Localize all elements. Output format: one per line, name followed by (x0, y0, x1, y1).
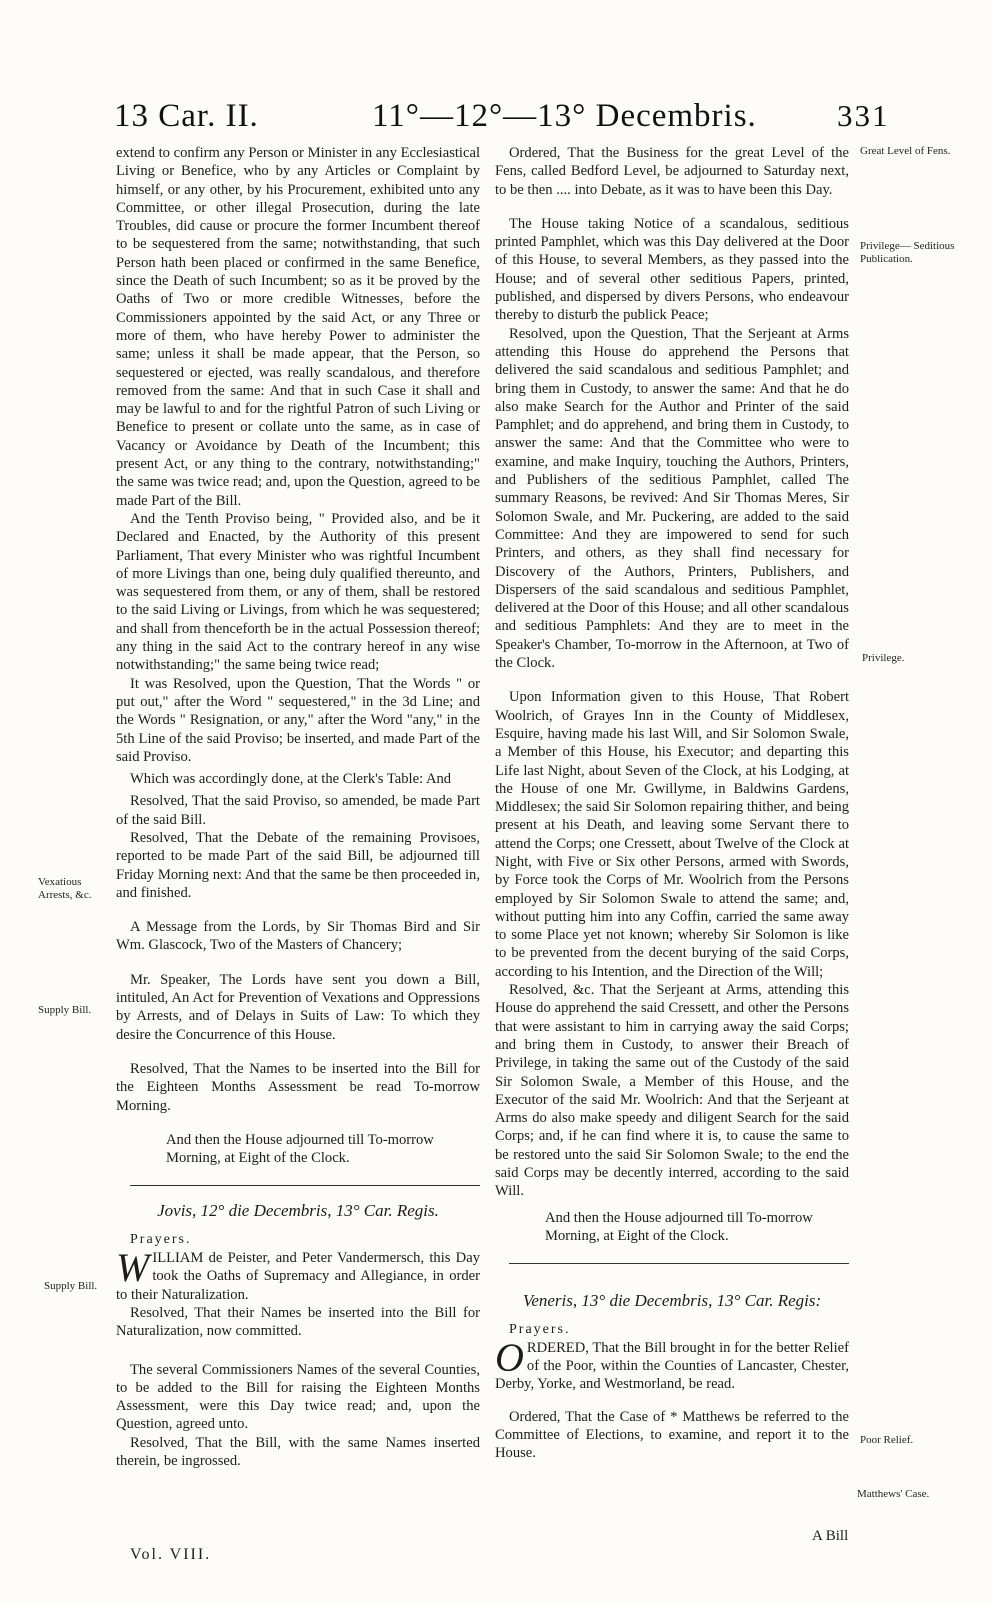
paragraph-text: ILLIAM de Peister, and Peter Vandermersch, this Day took the Oaths of Supremacy and Allegiance, in order to their Naturalization. (116, 1250, 480, 1303)
drop-cap: O (495, 1334, 524, 1380)
margin-note-matthews-case: Matthews' Case. (857, 1488, 930, 1500)
paragraph: Resolved, That their Names be inserted into the Bill for Naturalization, now committed. (116, 1304, 480, 1340)
margin-note-privilege-seditious: Privilege— Seditious Publication. (860, 240, 955, 265)
paragraph: Resolved, That the said Proviso, so amended, be made Part of the said Bill. (116, 793, 480, 828)
left-column (116, 144, 480, 1470)
section-rule (130, 1185, 480, 1186)
margin-note-poor-relief: Poor Relief. (860, 1434, 914, 1446)
paragraph (116, 1245, 480, 1304)
volume-signature: Vol. VIII. (130, 1546, 212, 1563)
paragraph: The House taking Notice of a scandalous, seditious printed Pamphlet, which was this Day delivered at the Door of this House, to several Members, as they passed into the House; and of several other seditious Papers, printed, published, and dispersed by divers Persons, who endeavour thereby to disturb the publick Peace; (495, 215, 849, 324)
paragraph: And the Tenth Proviso being, " Provided also, and be it Declared and Enacted, by the Authority of this present Parliament, That every Minister who was rightful Incumbent of more Livings than one, being duly qualified thereunto, and was sequestered from them, or any of them, shall be restored to the said Living or Livings, from which he was sequestered; and shall from thenceforth be in the actual Possession thereof; any thing in the said Act to the contrary hereof in any wise notwithstanding;" the same being twice read; (116, 510, 480, 674)
right-column (495, 144, 849, 1463)
section-rule (509, 1263, 849, 1264)
adjournment: And then the House adjourned till To-morrow Morning, at Eight of the Clock. (166, 1131, 434, 1167)
paragraph (495, 1334, 849, 1394)
margin-note-privilege: Privilege. (862, 652, 905, 664)
paragraph: Mr. Speaker, The Lords have sent you down a Bill, intituled, An Act for Prevention of Vexations and Oppressions by Arrests, and of Delays in Suits of Law: To which they desire the Concurrence of this House. (116, 971, 480, 1043)
paragraph: The several Commissioners Names of the several Counties, to be added to the Bill for raising the Eighteen Months Assessment, were this Day twice read; and, upon the Question, agreed unto. (116, 1361, 480, 1433)
paragraph: Which was accordingly done, at the Clerk's Table: And (130, 771, 452, 788)
paragraph: Upon Information given to this House, That Robert Woolrich, of Grayes Inn in the County of Middlesex, Esquire, having made his last Will, and Sir Solomon Swale, a Member of this House, his Executor; and departing this Life last Night, about Seven of the Clock, at his Lodging, at the House of one Mr. Gwillyme, in Baldwins Gardens, Middlesex; the said Sir Solomon repairing thither, and being present at his Death, and leaving some Servant there to attend the Corps; one Cressett, about Twelve of the Clock at Night, with Five or Six other Persons, armed with Swords, by Force took the Corps of Mr. Woolrich from the Persons employed by Sir Solomon Swale to attend the same; and, without putting him into any Coffin, carried the same away to some Place yet not known; whereby Sir Solomon is like to be prevented from the decent burying of the said Corps, according to his Intention, and the Direction of the Will; (495, 689, 849, 980)
margin-note-great-level: Great Level of Fens. (860, 145, 951, 157)
paragraph: Resolved, That the Names to be inserted into the Bill for the Eighteen Months Assessment be read To-morrow Morning. (116, 1060, 480, 1114)
prayers-heading: Prayers. (130, 1231, 192, 1247)
day-heading: Jovis, 12° die Decembris, 13° Car. Regis. (157, 1201, 439, 1221)
day-heading: Veneris, 13° die Decembris, 13° Car. Regis: (522, 1291, 822, 1311)
drop-cap: W (116, 1245, 150, 1291)
prayers-heading: Prayers. (509, 1321, 571, 1337)
paragraph: Ordered, That the Case of * Matthews be referred to the Committee of Elections, to examine, and report it to the House. (495, 1408, 849, 1462)
paragraph: Resolved, upon the Question, That the Serjeant at Arms attending this House do apprehend the Persons that delivered the said scandalous and seditious Pamphlet; and bring them in Custody, to answer the same: And that he do also make Search for the Author and Printer of the said Pamphlet; and do apprehend, and bring them in Custody, to answer the same: And that the Committee who were to examine, and make Inquiry, touching the Authors, Printers, and Publishers of the seditious Pamphlet, called The summary Reasons, be revived: And Sir Thomas Meres, Sir Solomon Swale, and Mr. Puckering, are added to the said Committee: And they are impowered to send for such Printers, and others, as they shall find necessary for Discovery of the Authors, Printers, Publishers, and Dispersers of the said scandalous and seditious Pamphlet, delivered at the Door of this House; and all other scandalous and seditious Pamphlets: And they are to meet in the Speaker's Chamber, To-morrow in the Afternoon, at Two of the Clock. (495, 325, 849, 672)
margin-note-vexatious: Vexatious Arrests, &c. (38, 876, 92, 901)
margin-note-supply-bill: Supply Bill. (44, 1280, 98, 1292)
catchword: A Bill (812, 1528, 849, 1544)
page-number: 331 (837, 98, 890, 133)
paragraph: Resolved, That the Bill, with the same Names inserted therein, be ingrossed. (116, 1434, 480, 1469)
paragraph: extend to confirm any Person or Minister in any Ecclesiastical Living or Benefice, who by any Articles or Complaint by himself, or any other, by his Procurement, exhibited unto any Committee, or other illegal Prosecution, during the late Troubles, did cause or procure the former Incumbent thereof to be sequestered from the same; notwithstanding, that such Person hath been placed or confirmed in the same Benefice, since the Death of such Incumbent; so as it be proved by the Oaths of Two or more credible Witnesses, before the Commissioners appointed by the said Act, or any Three or more of them, who have hereby Power to administer the same; unless it shall be made appear, that the Person, so sequestered or ejected, was really scandalous, and therefore removed from the same: And that in such Case it shall and may be lawful to and for the rightful Patron of such Living or Benefice to present or collate unto the same, as in case of Vacancy or Avoidance by Death of the Incumbent; this present Act, or any thing to the contrary, notwithstanding;" the same was twice read; and, upon the Question, agreed to be made Part of the Bill. (116, 145, 480, 509)
margin-note-supply-bill: Supply Bill. (38, 1004, 92, 1016)
header-reign: 13 Car. II. (114, 98, 259, 134)
header-dates: 11°—12°—13° Decembris. (372, 98, 757, 134)
running-header (0, 98, 992, 148)
paragraph: A Message from the Lords, by Sir Thomas Bird and Sir Wm. Glascock, Two of the Masters of Chancery; (116, 919, 480, 954)
paragraph-text: RDERED, That the Bill brought in for the better Relief of the Poor, within the Counties of Lancaster, Chester, Derby, Yorke, and Westmorland, be read. (495, 1339, 849, 1393)
paragraph: Ordered, That the Business for the great Level of the Fens, called Bedford Level, be adjourned to Saturday next, to be then .... into Debate, as it was to have been this Day. (495, 145, 849, 198)
adjournment: And then the House adjourned till To-morrow Morning, at Eight of the Clock. (545, 1209, 813, 1244)
paragraph: It was Resolved, upon the Question, That the Words " or put out," after the Word " sequestered," in the 3d Line; and the Words " Resignation, or any," after the Word "any," in the 5th Line of the said Proviso; be inserted, and made Part of the said Proviso. (116, 675, 480, 765)
paragraph: Resolved, &c. That the Serjeant at Arms, attending this House do apprehend the said Cressett, and other the Persons that were assistant to him in carrying away the said Corps; and bring them in Custody, to answer their Breach of Privilege, in taking the same out of the Custody of the said Sir Solomon Swale, a Member of this House, and the Executor of the said Mr. Woolrich: And that the Serjeant at Arms do also make speedy and diligent Search for the said Corps; and, if he can find where it is, to cause the same to be restored unto the said Sir Solomon Swale; to the end the said Corps may be decently interred, according to the said Will. (495, 982, 849, 1200)
paragraph: Resolved, That the Debate of the remaining Provisoes, reported to be made Part of the said Bill, be adjourned till Friday Morning next: And that the same be then proceeded in, and finished. (116, 829, 480, 901)
